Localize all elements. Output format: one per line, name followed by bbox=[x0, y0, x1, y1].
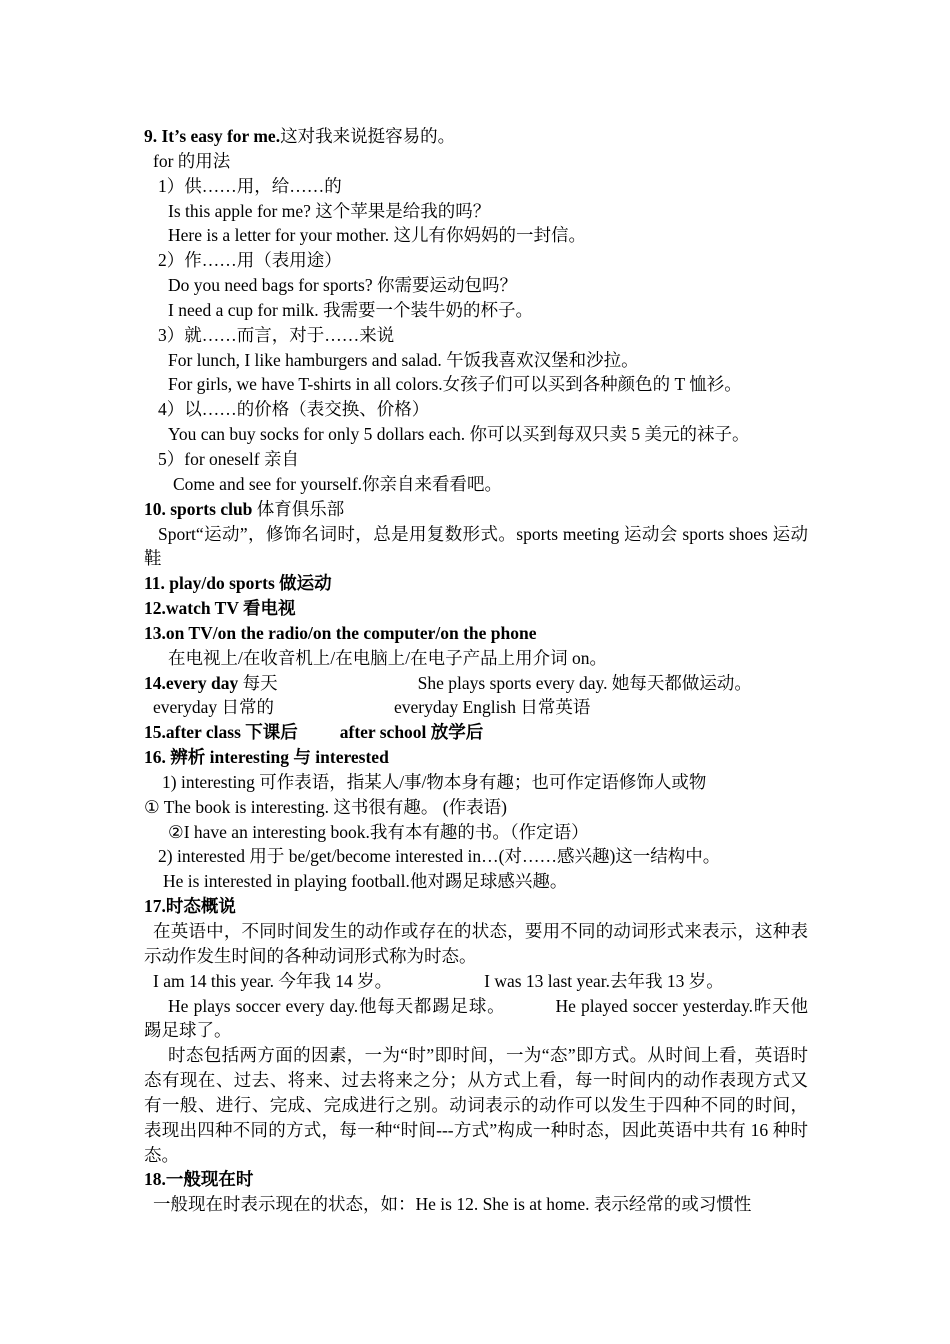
text-line: 1) interesting 可作表语，指某人/事/物本身有趣；也可作定语修饰人或物 bbox=[162, 771, 707, 792]
example-line: He plays soccer every day.他每天都踢足球。 He played soccer yesterday.昨天他踢足球了。 bbox=[144, 995, 808, 1041]
heading-18: 18.一般现在时 bbox=[144, 1169, 254, 1190]
text-line: 2）作……用（表用途） bbox=[158, 250, 342, 271]
text-line: 2) interested 用于 be/get/become interested in…(对……感兴趣)这一结构中。 bbox=[158, 846, 721, 867]
heading-15: 15.after class 下课后 after school 放学后 bbox=[144, 722, 484, 743]
text-line: 5）for oneself 亲自 bbox=[158, 448, 299, 469]
text-line: for 的用法 bbox=[153, 150, 231, 171]
example-line: I am 14 this year. 今年我 14 岁。 I was 13 last year.去年我 13 岁。 bbox=[153, 970, 724, 991]
text-line: 4）以……的价格（表交换、价格） bbox=[158, 399, 430, 420]
example-line: Is this apple for me? 这个苹果是给我的吗？ bbox=[168, 200, 491, 221]
heading-11: 11. play/do sports 做运动 bbox=[144, 573, 332, 594]
heading-9: 9. It’s easy for me.这对我来说挺容易的。 bbox=[144, 126, 456, 146]
heading-13: 13.on TV/on the radio/on the computer/on the phone bbox=[144, 622, 537, 643]
heading-16: 16. 辨析 interesting 与 interested bbox=[144, 747, 389, 768]
example-line: For girls, we have T-shirts in all colors.女孩子们可以买到各种颜色的 T 恤衫。 bbox=[168, 374, 742, 395]
example-line: ②I have an interesting book.我有本有趣的书。（作定语） bbox=[168, 821, 589, 842]
example-line: You can buy socks for only 5 dollars each. 你可以买到每双只卖 5 美元的袜子。 bbox=[168, 424, 750, 445]
paragraph: 时态包括两方面的因素，一为“时”即时间，一为“态”即方式。从时间上看，英语时态有现在、过去、将来、过去将来之分；从方式上看，每一时间内的动作表现方式又有一般、进行、完成、完成进行之别。动词表示的动作可以发生于四种不同的时间，表现出四种不同的方式，每一种“时间---方式”构成一种时态，因此英语中共有 16 种时态。 bbox=[144, 1045, 808, 1165]
example-line: For lunch, I like hamburgers and salad. 午饭我喜欢汉堡和沙拉。 bbox=[168, 349, 639, 370]
example-line: He is interested in playing football.他对踢足球感兴趣。 bbox=[163, 871, 568, 892]
example-line: Do you need bags for sports? 你需要运动包吗？ bbox=[168, 275, 517, 296]
text-line: 一般现在时表示现在的状态，如：He is 12. She is at home. 表示经常的或习惯性 bbox=[153, 1194, 752, 1215]
document-page bbox=[144, 124, 808, 1217]
text-line: 3）就……而言，对于……来说 bbox=[158, 324, 395, 345]
example-line: ① The book is interesting. 这书很有趣。 (作表语) bbox=[144, 796, 507, 817]
example-line: Here is a letter for your mother. 这儿有你妈妈的一封信。 bbox=[168, 225, 586, 246]
paragraph: Sport“运动”，修饰名词时，总是用复数形式。sports meeting 运动会 sports shoes 运动鞋 bbox=[144, 523, 808, 569]
example-line: Come and see for yourself.你亲自来看看吧。 bbox=[173, 473, 503, 494]
text-line: everyday 日常的 everyday English 日常英语 bbox=[153, 697, 591, 718]
text-line: 在电视上/在收音机上/在电脑上/在电子产品上用介词 on。 bbox=[168, 647, 607, 668]
heading-17: 17.时态概说 bbox=[144, 896, 236, 917]
paragraph: 在英语中，不同时间发生的动作或存在的状态，要用不同的动词形式来表示，这种表示动作发生时间的各种动词形式称为时态。 bbox=[144, 921, 808, 966]
text-line: 1）供……用，给……的 bbox=[158, 175, 342, 196]
heading-12: 12.watch TV 看电视 bbox=[144, 598, 296, 619]
example-line: I need a cup for milk. 我需要一个装牛奶的杯子。 bbox=[168, 299, 534, 320]
heading-10: 10. sports club 体育俱乐部 bbox=[144, 498, 345, 519]
heading-14: 14.every day 每天 She plays sports every day. 她每天都做运动。 bbox=[144, 672, 752, 693]
